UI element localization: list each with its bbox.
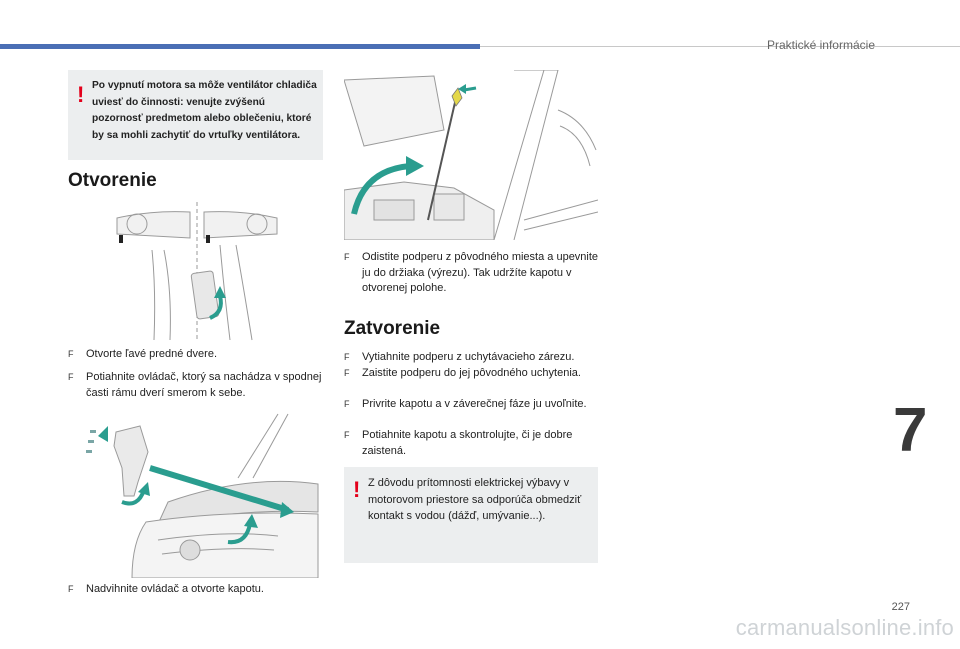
bullet-check-icon: F — [344, 430, 350, 440]
closing-step-4: F Potiahnite kapotu a skontrolujte, či je dobre zaistená. — [344, 429, 573, 457]
warning-icon: ! — [353, 477, 361, 502]
hood-prop-illustration — [344, 70, 598, 240]
warning-text: Z dôvodu prítomnosti elektrickej výbavy v motorovom priestore sa odporúča obmedziť kontakt s vodou (dážď, umývanie...). — [368, 477, 582, 522]
closing-step-2: F Zaistite podperu do jej pôvodného uchytenia. — [344, 366, 599, 382]
closing-title: Zatvorenie — [344, 318, 441, 339]
warning-icon: ! — [77, 82, 85, 107]
bullet-check-icon: F — [344, 399, 350, 409]
section-title: Praktické informácie — [766, 38, 875, 52]
opening-title: Otvorenie — [68, 170, 157, 191]
closing-step-3: F Privrite kapotu a v záverečnej fáze ju uvoľnite. — [344, 397, 599, 413]
bullet-check-icon: F — [344, 352, 350, 362]
opening-step-1: F Otvorte ľavé predné dvere. — [68, 347, 323, 363]
watermark: carmanualsonline.info — [735, 615, 954, 640]
warning-box-fan — [68, 70, 323, 160]
header-rule — [480, 46, 960, 47]
hood-lever-illustration — [78, 412, 324, 578]
chapter-number: 7 — [893, 396, 928, 465]
closing-step-1: F Vytiahnite podperu z uchytávacieho zárezu. — [344, 350, 599, 366]
bullet-check-icon: F — [68, 372, 74, 382]
opening-step-3: F Nadvihnite ovládač a otvorte kapotu. — [68, 582, 323, 598]
bullet-check-icon: F — [68, 584, 74, 594]
prop-step: F Odistite podperu z pôvodného miesta a upevnite ju do držiaka (výrezu). Tak udržíte kapotu v otvorenej polohe. — [344, 251, 599, 294]
page-number: 227 — [891, 601, 910, 613]
bullet-check-icon: F — [344, 368, 350, 378]
door-release-illustration — [112, 200, 282, 342]
bullet-check-icon: F — [344, 252, 350, 262]
bullet-check-icon: F — [68, 349, 74, 359]
warning-box-water — [344, 467, 598, 563]
opening-step-2: F Potiahnite ovládač, ktorý sa nachádza v spodnej časti rámu dverí smerom k sebe. — [68, 371, 322, 399]
warning-text: Po vypnutí motora sa môže ventilátor chladiča uviesť do činnosti: venujte zvýšenú pozornosť predmetom alebo oblečeniu, ktoré by sa mohli zachytiť do vrtuľky ventilátora. — [92, 80, 317, 141]
header-accent-bar — [0, 44, 480, 49]
